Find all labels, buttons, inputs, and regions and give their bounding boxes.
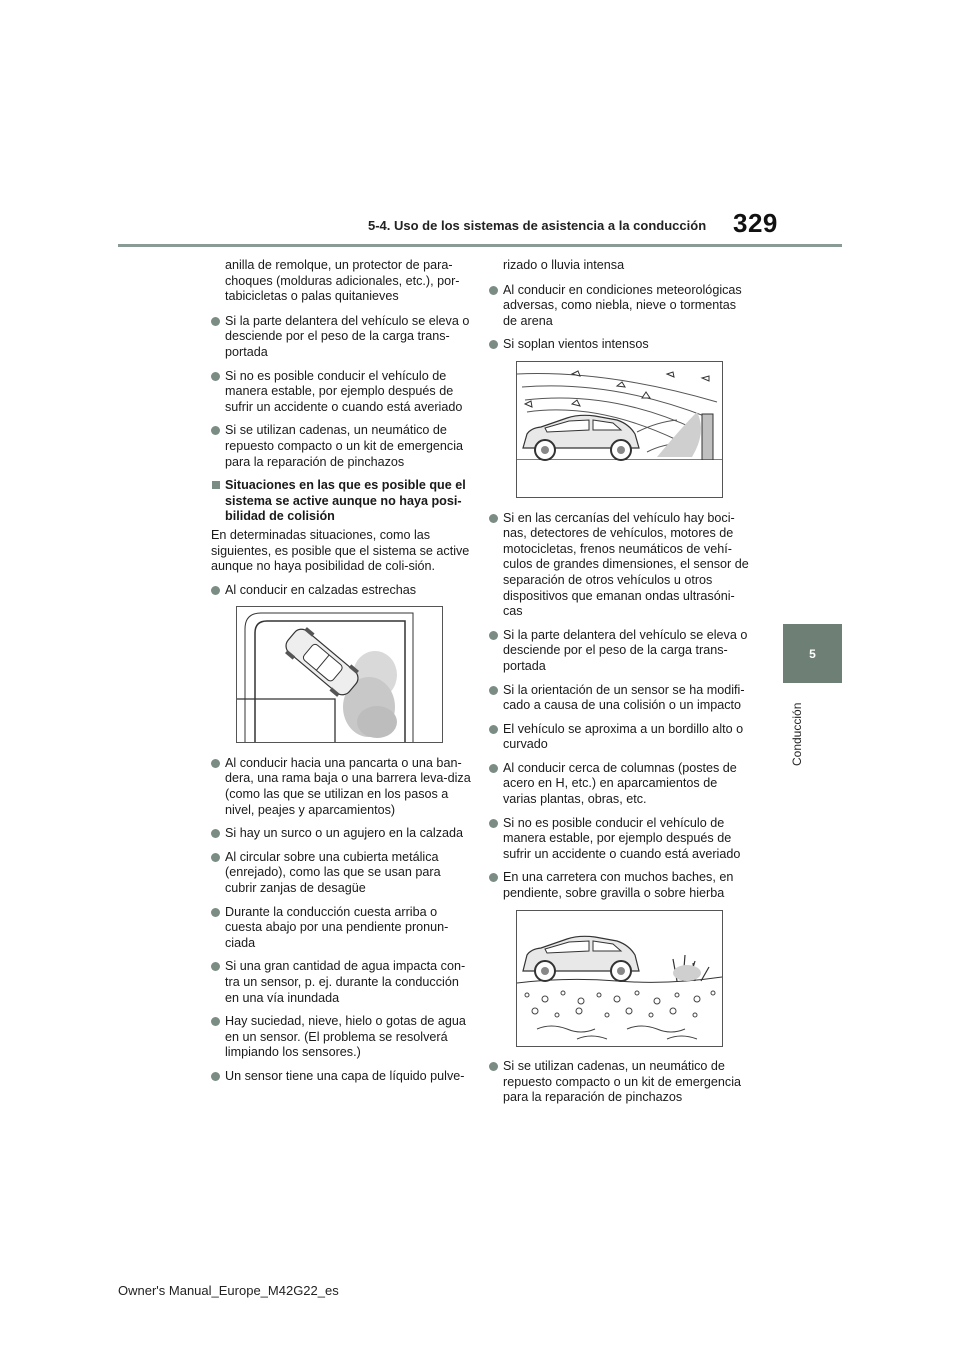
header-divider: [118, 244, 842, 247]
bullet-icon: [211, 317, 220, 326]
list-item: Al conducir en calzadas estrechas: [211, 583, 471, 599]
list-item: Al conducir hacia una pancarta o una ban-dera, una rama baja o una barrera leva-diza (como las que se utilizan en los pasos a nivel, peajes y aparcamientos): [211, 756, 471, 818]
bullet-icon: [489, 514, 498, 523]
chapter-number: 5: [809, 646, 816, 661]
list-item: Si la parte delantera del vehículo se eleva o desciende por el peso de la carga trans-portada: [489, 628, 751, 675]
list-item: Si se utilizan cadenas, un neumático de repuesto compacto o un kit de emergencia para la reparación de pinchazos: [489, 1059, 751, 1106]
section-heading: Situaciones en las que es posible que el sistema se active aunque no haya posi-bilidad de colisión: [211, 478, 471, 525]
bullet-icon: [211, 853, 220, 862]
bullet-icon: [489, 725, 498, 734]
list-item: Un sensor tiene una capa de líquido pulve-: [211, 1069, 471, 1085]
chapter-label-container: [784, 696, 806, 796]
bullet-icon: [211, 586, 220, 595]
windy-weather-illustration: [516, 361, 723, 498]
list-item: Durante la conducción cuesta arriba o cuesta abajo por una pendiente pronun-ciada: [211, 905, 471, 952]
list-item: Si soplan vientos intensos: [489, 337, 751, 353]
bullet-icon: [489, 873, 498, 882]
list-item: Si en las cercanías del vehículo hay boci-nas, detectores de vehículos, motores de motocicletas, frenos neumáticos de vehí-culos de grandes dimensiones, el sensor de separación de otros vehículos u otros dispositivos que emanan ondas ultrasóni-cas: [489, 511, 751, 620]
body-paragraph: En determinadas situaciones, como las siguientes, es posible que el sistema se active aunque no haya posibilidad de coli-sión.: [211, 527, 470, 574]
continued-text: anilla de remolque, un protector de para-choques (molduras adicionales, etc.), por-tabicicletas o palas quitanieves: [225, 258, 460, 304]
page-number: 329: [733, 208, 778, 238]
list-item: En una carretera con muchos baches, en pendiente, sobre gravilla o sobre hierba: [489, 870, 751, 901]
list-item: Si hay un surco o un agujero en la calzada: [211, 826, 471, 842]
bullet-icon: [489, 819, 498, 828]
list-item: Si la orientación de un sensor se ha modifi-cado a causa de una colisión o un impacto: [489, 683, 751, 714]
list-item: Si no es posible conducir el vehículo de manera estable, por ejemplo después de sufrir un accidente o cuando está averiado: [489, 816, 751, 863]
bullet-icon: [489, 764, 498, 773]
footer-manual-id: Owner's Manual_Europe_M42G22_es: [118, 1283, 339, 1298]
bullet-icon: [211, 372, 220, 381]
right-column: [489, 258, 751, 1114]
list-item: Al conducir en condiciones meteorológicas adversas, como niebla, nieve o tormentas de arena: [489, 283, 751, 330]
square-bullet-icon: [212, 481, 220, 489]
bullet-icon: [211, 1017, 220, 1026]
bullet-icon: [211, 1072, 220, 1081]
chapter-label: Conducción: [790, 702, 804, 766]
list-item: Al circular sobre una cubierta metálica (enrejado), como las que se usan para cubrir zanjas de desagüe: [211, 850, 471, 897]
bullet-icon: [211, 829, 220, 838]
bullet-icon: [489, 340, 498, 349]
rough-terrain-illustration: [516, 910, 723, 1047]
list-item: Si la parte delantera del vehículo se eleva o desciende por el peso de la carga trans-portada: [211, 314, 471, 361]
bullet-icon: [489, 686, 498, 695]
list-item: Si una gran cantidad de agua impacta con-tra un sensor, p. ej. durante la conducción en una vía inundada: [211, 959, 471, 1006]
bullet-icon: [211, 426, 220, 435]
bullet-icon: [489, 1062, 498, 1071]
chapter-tab: [783, 624, 842, 683]
section-title: 5-4. Uso de los sistemas de asistencia a la conducción: [368, 218, 707, 233]
bullet-icon: [211, 759, 220, 768]
bullet-icon: [211, 908, 220, 917]
left-column: [211, 258, 471, 1093]
list-item: Si se utilizan cadenas, un neumático de repuesto compacto o un kit de emergencia para la reparación de pinchazos: [211, 423, 471, 470]
list-item: El vehículo se aproxima a un bordillo alto o curvado: [489, 722, 751, 753]
narrow-road-illustration: [236, 606, 443, 743]
continued-text: rizado o lluvia intensa: [503, 258, 625, 272]
bullet-icon: [489, 631, 498, 640]
list-item: Si no es posible conducir el vehículo de manera estable, por ejemplo después de sufrir un accidente o cuando está averiado: [211, 369, 471, 416]
bullet-icon: [211, 962, 220, 971]
bullet-icon: [489, 286, 498, 295]
list-item: Hay suciedad, nieve, hielo o gotas de agua en un sensor. (El problema se resolverá limpiando los sensores.): [211, 1014, 471, 1061]
list-item: Al conducir cerca de columnas (postes de acero en H, etc.) en aparcamientos de varias plantas, obras, etc.: [489, 761, 751, 808]
